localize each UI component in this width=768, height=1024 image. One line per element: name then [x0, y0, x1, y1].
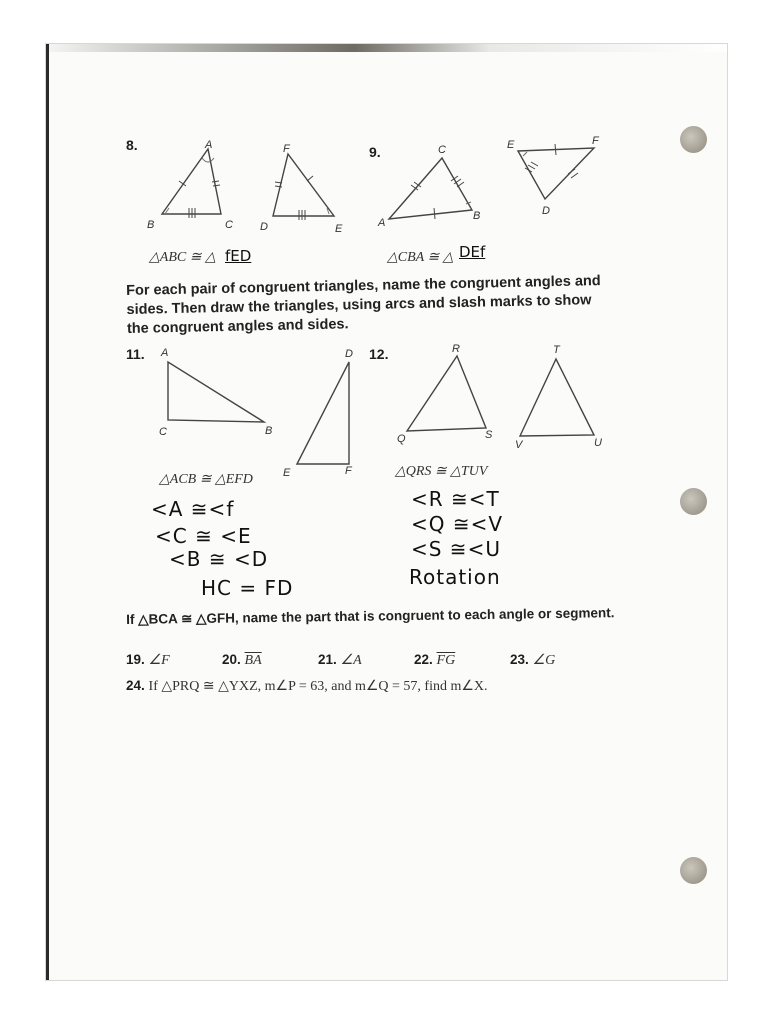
label-8-D: D	[260, 221, 268, 233]
item-19	[126, 652, 222, 669]
binder-hole-bottom	[680, 857, 707, 884]
label-12-Q: Q	[397, 433, 406, 445]
problem-11-number: 11.	[126, 346, 145, 362]
label-8-F: F	[283, 143, 290, 155]
problem-24-number: 24.	[126, 678, 145, 693]
problem-11-hw-line2: <C ≅ <E	[155, 524, 252, 548]
label-9-B: B	[473, 210, 481, 222]
label-9-F: F	[592, 135, 599, 147]
problem-12-statement: △QRS ≅ △TUV	[395, 464, 488, 479]
label-12-T: T	[553, 344, 560, 356]
item-23-text: ∠G	[532, 653, 556, 668]
section-2-prompt: If △BCA ≅ △GFH, name the part that is congruent to each angle or segment.	[126, 605, 615, 627]
item-21	[318, 652, 414, 669]
label-8-C: C	[225, 219, 233, 231]
binder-hole-top	[680, 126, 707, 153]
item-19-text: ∠F	[148, 653, 170, 668]
item-19-number: 19.	[126, 652, 145, 667]
label-11-A: A	[161, 347, 169, 359]
problem-12-hw-line1: <R ≅<T	[411, 487, 500, 511]
item-21-text: ∠A	[340, 653, 362, 668]
problem-8-answer: fED	[225, 247, 252, 265]
problem-12-hw-line4: Rotation	[409, 565, 501, 589]
binder-hole-middle	[680, 488, 707, 515]
label-11-B: B	[265, 425, 273, 437]
problem-9-answer: DEf	[459, 243, 486, 261]
problem-24	[126, 678, 488, 695]
problem-11-hw-line4: HC = FD	[201, 576, 294, 600]
problem-12-number: 12.	[369, 346, 389, 362]
problem-11-hw-line1: <A ≅<f	[151, 497, 235, 521]
label-12-S: S	[485, 429, 493, 441]
item-22-text: $\overline{FG}$	[436, 653, 456, 668]
problem-11-hw-line3: <B ≅ <D	[169, 547, 269, 571]
problem-11-statement: △ACB ≅ △EFD	[159, 472, 253, 487]
problem-12-hw-line2: <Q ≅<V	[411, 512, 504, 536]
worksheet-page	[46, 44, 727, 980]
label-9-A: A	[378, 217, 386, 229]
label-11-D: D	[345, 348, 353, 360]
label-11-F: F	[345, 465, 352, 477]
label-11-C: C	[159, 426, 167, 438]
label-8-A: A	[205, 139, 213, 151]
item-20-text: $\overline{BA}$	[244, 653, 262, 668]
problem-24-text: If △PRQ ≅ △YXZ, m∠P = 63, and m∠Q = 57, find m∠X.	[148, 679, 488, 694]
label-11-E: E	[283, 467, 291, 479]
item-20-number: 20.	[222, 652, 241, 667]
item-23	[510, 652, 606, 669]
label-9-E: E	[507, 139, 515, 151]
section-2-items	[126, 652, 606, 669]
label-8-B: B	[147, 219, 155, 231]
item-22-number: 22.	[414, 652, 433, 667]
label-9-D: D	[542, 205, 550, 217]
item-20	[222, 652, 318, 669]
item-23-number: 23.	[510, 652, 529, 667]
item-21-number: 21.	[318, 652, 337, 667]
problem-8-statement: △ABC ≅ △	[149, 250, 216, 265]
problem-12-hw-line3: <S ≅<U	[411, 537, 501, 561]
problem-8-number: 8.	[126, 137, 138, 153]
label-9-C: C	[438, 144, 446, 156]
problem-9-number: 9.	[369, 144, 381, 160]
problem-9-statement: △CBA ≅ △	[387, 250, 454, 265]
instructions-text: For each pair of congruent triangles, name the congruent angles and sides. Then draw the triangles, using arcs and slash marks to show the congruent angles and sides.	[126, 273, 601, 337]
label-12-V: V	[515, 439, 523, 451]
item-22	[414, 652, 510, 669]
label-8-E: E	[335, 223, 343, 235]
label-12-U: U	[594, 437, 602, 449]
label-12-R: R	[452, 343, 460, 355]
